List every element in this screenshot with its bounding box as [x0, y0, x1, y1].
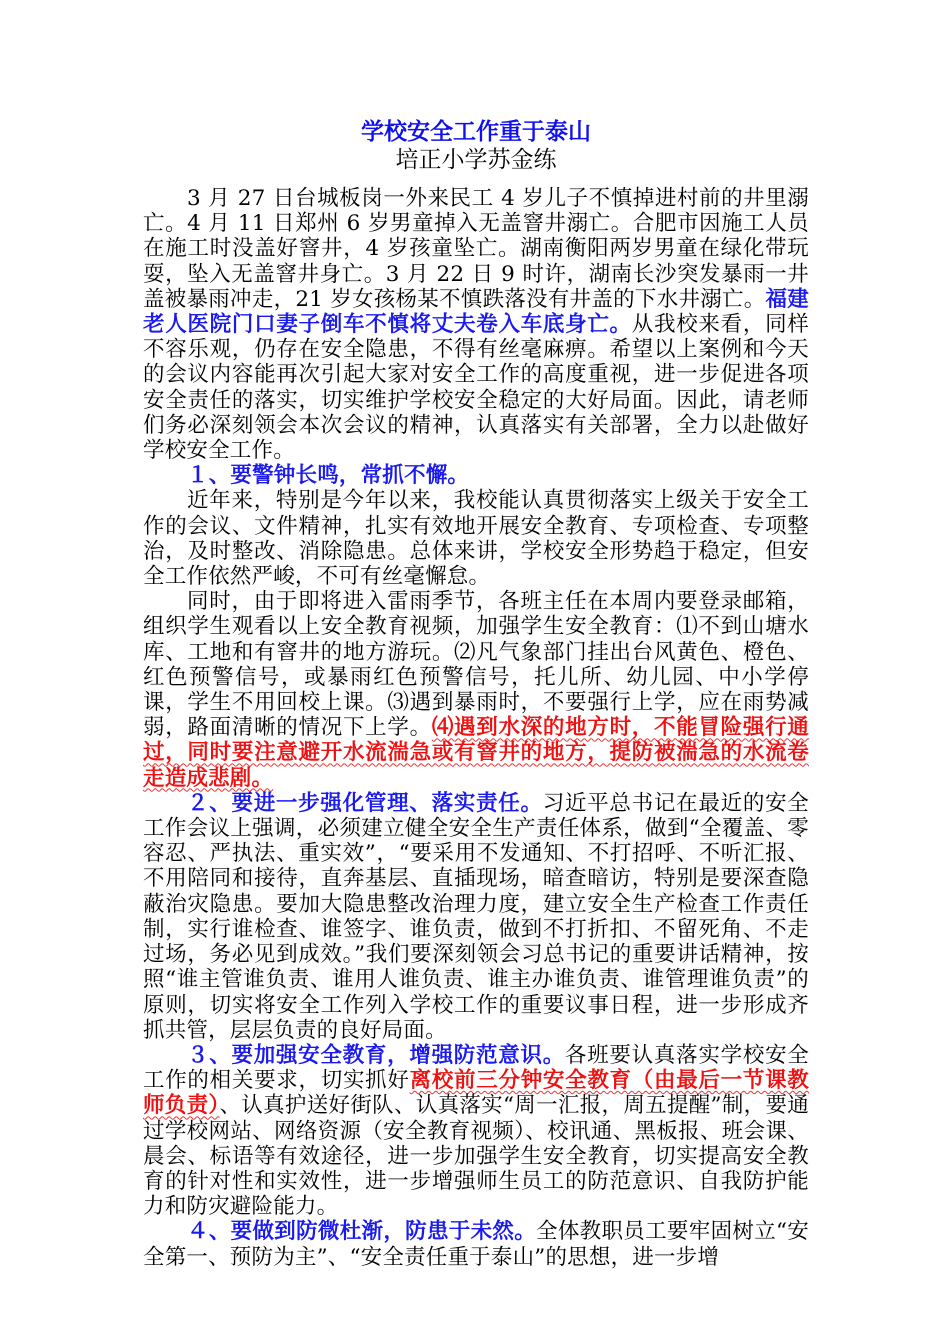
section-3-highlight: 离校前三分钟安全教育（由最后一节课教师负责） [143, 1068, 809, 1119]
section-4-text: 全体教职员工要牢固树立“安全第一、预防为主”、“安全责任重于泰山”的思想，进一步增 [143, 1219, 810, 1270]
section-4-heading: ４、要做到防微杜渐，防患于未然。 [187, 1219, 537, 1245]
section-1-paragraph-2-text: 同时，由于即将进入雷雨季节，各班主任在本周内要登录邮箱，组织学生观看以上安全教育视频，加强学生安全教育：⑴不到山塘水库、工地和有窨井的地方游玩。⑵凡气象部门挂出台风黄色、橙色、红色预警信号，或暴雨红色预警信号，托儿所、幼儿园、中小学停课，学生不用回校上课。⑶遇到暴雨时，不要强行上学，应在雨势减弱，路面清晰的情况下上学。 [143, 589, 809, 741]
section-3-heading: ３、要加强安全教育，增强防范意识。 [187, 1042, 565, 1068]
document-author: 培正小学苏金练 [395, 147, 557, 173]
section-2-heading: ２、要进一步强化管理、落实责任。 [187, 790, 543, 816]
section-1-paragraph-2-highlight: ⑷遇到水深的地方时，不能冒险强行通过，同时要注意避开水流湍急或有窨井的地方，提防被湍急的水流卷走造成悲剧。 [143, 715, 809, 791]
section-3-paragraph [143, 1043, 809, 1219]
section-3-text-1: 各班要认真落实学校安全工作的相关要求，切实抓好 [143, 1042, 809, 1094]
document-title: 学校安全工作重于泰山 [361, 118, 591, 145]
section-2-text: 习近平总书记在最近的安全工作会议上强调，必须建立健全安全生产责任体系，做到“全覆盖、零容忍、严执法、重实效”，“要采用不发通知、不打招呼、不听汇报、不用陪同和接待，直奔基层、直插现场，暗查暗访，特别是要深查隐蔽治灾隐患。要加大隐患整改治理力度，建立安全生产检查工作责任制，实行谁检查、谁签字、谁负责，做到不打折扣、不留死角、不走过场，务必见到成效。”我们要深刻领会习总书记的重要讲话精神，按照“谁主管谁负责、谁用人谁负责、谁主办谁负责、谁管理谁负责”的原则，切实将安全工作列入学校工作的重要议事日程，进一步形成齐抓共管，层层负责的良好局面。 [143, 790, 809, 1043]
section-1-paragraph-2 [143, 589, 809, 791]
intro-text-1: 3 月 27 日台城板岗一外来民工 4 岁儿子不慎掉进村前的井里溺亡。4 月 11 日郑州 6 岁男童掉入无盖窨井溺亡。合肥市因施工人员在施工时没盖好窨井，4 岁孩童坠亡。湖南衡阳两岁男童在绿化带玩耍，坠入无盖窨井身亡。3 月 22 日 9 时许，湖南长沙突发暴雨一井盖被暴雨冲走，21 岁女孩杨某不慎跌落没有井盖的下水井溺亡。 [143, 186, 809, 312]
document-page [143, 118, 809, 1270]
intro-highlight: 福建老人医院门口妻子倒车不慎将丈夫卷入车底身亡。 [143, 286, 809, 338]
section-1-heading-text: １、要警钟长鸣，常抓不懈。 [187, 463, 470, 489]
section-1-heading [143, 463, 809, 488]
section-1-paragraph-1: 近年来，特别是今年以来，我校能认真贯彻落实上级关于安全工作的会议、文件精神，扎实有效地开展安全教育、专项检查、专项整治，及时整改、消除隐患。总体来讲，学校安全形势趋于稳定，但安全工作依然严峻，不可有丝毫懈怠。 [143, 488, 809, 590]
section-3-text-2: 、认真护送好街队、认真落实“周一汇报，周五提醒”制，要通过学校网站、网络资源（安全教育视频）、校讯通、黑板报、班会课、晨会、标语等有效途径，进一步加强学生安全教育，切实提高安全教育的针对性和实效性，进一步增强师生员工的防范意识、自我防护能力和防灾避险能力。 [143, 1093, 809, 1220]
intro-paragraph [143, 186, 809, 463]
section-4-paragraph [143, 1219, 809, 1269]
intro-text-2: 从我校来看，同样不容乐观，仍存在安全隐患，不得有丝毫麻痹。希望以上案例和今天的会议内容能再次引起大家对安全工作的高度重视，进一步促进各项安全责任的落实，切实维护学校安全稳定的大好局面。因此，请老师们务必深刻领会本次会议的精神，认真落实有关部署，全力以赴做好学校安全工作。 [143, 312, 809, 464]
section-2-paragraph [143, 791, 809, 1043]
